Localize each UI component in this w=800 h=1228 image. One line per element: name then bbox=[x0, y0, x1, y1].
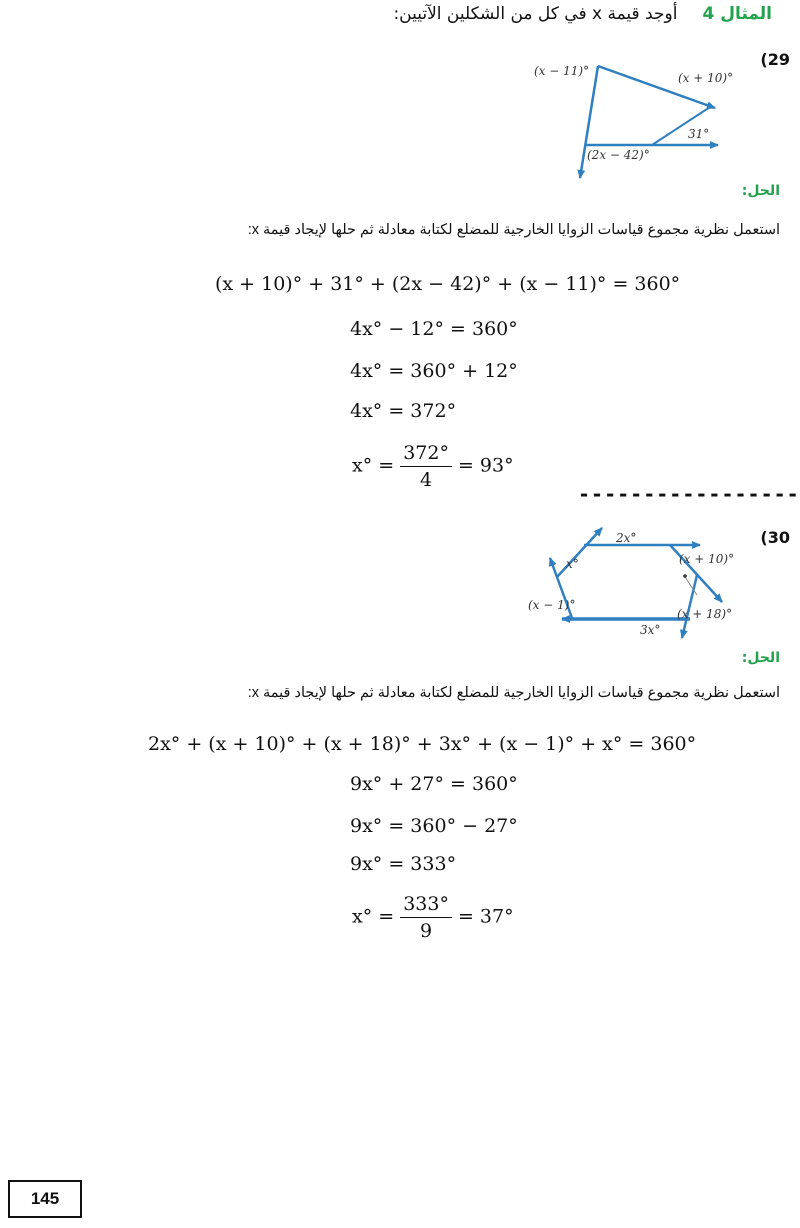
problem-30-intro: استعمل نظرية مجموع قياسات الزوايا الخارجية للمضلع لكتابة معادلة ثم حلها لإيجاد قيمة x: bbox=[247, 685, 780, 701]
angle-label-x-minus-1: (x − 1)° bbox=[528, 598, 576, 612]
final-lhs: x° = bbox=[352, 905, 395, 928]
problem-29-solution-label: الحل: bbox=[741, 183, 780, 199]
problem-30-step-4: 9x° = 333° bbox=[350, 853, 457, 875]
angle-label-2x: 2x° bbox=[616, 531, 637, 545]
fraction-denominator: 9 bbox=[420, 920, 433, 942]
page-number-box bbox=[8, 1180, 82, 1218]
fraction bbox=[400, 442, 452, 491]
angle-label-31: 31° bbox=[688, 127, 710, 141]
problem-29-final bbox=[352, 442, 514, 491]
problem-30-step-3: 9x° = 360° − 27° bbox=[350, 815, 518, 837]
page-number: 145 bbox=[30, 1189, 60, 1208]
example-header bbox=[393, 4, 772, 24]
angle-label-2x-minus-42: (2x − 42)° bbox=[587, 148, 650, 162]
problem-30-number: (30 bbox=[760, 528, 790, 547]
problem-29-step-3: 4x° = 360° + 12° bbox=[350, 360, 518, 382]
final-rhs: = 93° bbox=[457, 454, 514, 477]
fraction-numerator: 333° bbox=[400, 893, 452, 918]
problem-30-step-1: 2x° + (x + 10)° + (x + 18)° + 3x° + (x − 1)° + x° = 360° bbox=[148, 733, 697, 755]
fraction-numerator: 372° bbox=[400, 442, 452, 467]
angle-label-x-plus-18: (x + 18)° bbox=[677, 607, 733, 621]
problem-29-number: (29 bbox=[760, 50, 790, 69]
problem-29-step-2: 4x° − 12° = 360° bbox=[350, 318, 518, 340]
angle-label-x-minus-11: (x − 11)° bbox=[534, 64, 590, 78]
example-label: المثال 4 bbox=[702, 4, 772, 24]
angle-label-x-plus-10: (x + 10)° bbox=[679, 552, 735, 566]
fraction-denominator: 4 bbox=[420, 469, 433, 491]
dashed-separator: ----------------- bbox=[578, 482, 800, 506]
problem-29-step-1: (x + 10)° + 31° + (2x − 42)° + (x − 11)° = 360° bbox=[215, 273, 681, 295]
final-lhs: x° = bbox=[352, 454, 395, 477]
angle-label-x: x° bbox=[566, 557, 579, 571]
problem-29-step-4: 4x° = 372° bbox=[350, 400, 457, 422]
angle-label-3x: 3x° bbox=[640, 623, 661, 637]
problem-30-step-2: 9x° + 27° = 360° bbox=[350, 773, 518, 795]
problem-30-figure bbox=[522, 520, 762, 645]
problem-30-solution-label: الحل: bbox=[741, 650, 780, 666]
problem-30-final bbox=[352, 893, 514, 942]
instruction-text: أوجد قيمة x في كل من الشكلين الآتيين: bbox=[393, 4, 678, 24]
angle-label-x-plus-10: (x + 10)° bbox=[678, 71, 734, 85]
problem-29-figure bbox=[520, 48, 760, 183]
fraction bbox=[400, 893, 452, 942]
final-rhs: = 37° bbox=[457, 905, 514, 928]
problem-29-intro: استعمل نظرية مجموع قياسات الزوايا الخارجية للمضلع لكتابة معادلة ثم حلها لإيجاد قيمة x: bbox=[247, 222, 780, 238]
